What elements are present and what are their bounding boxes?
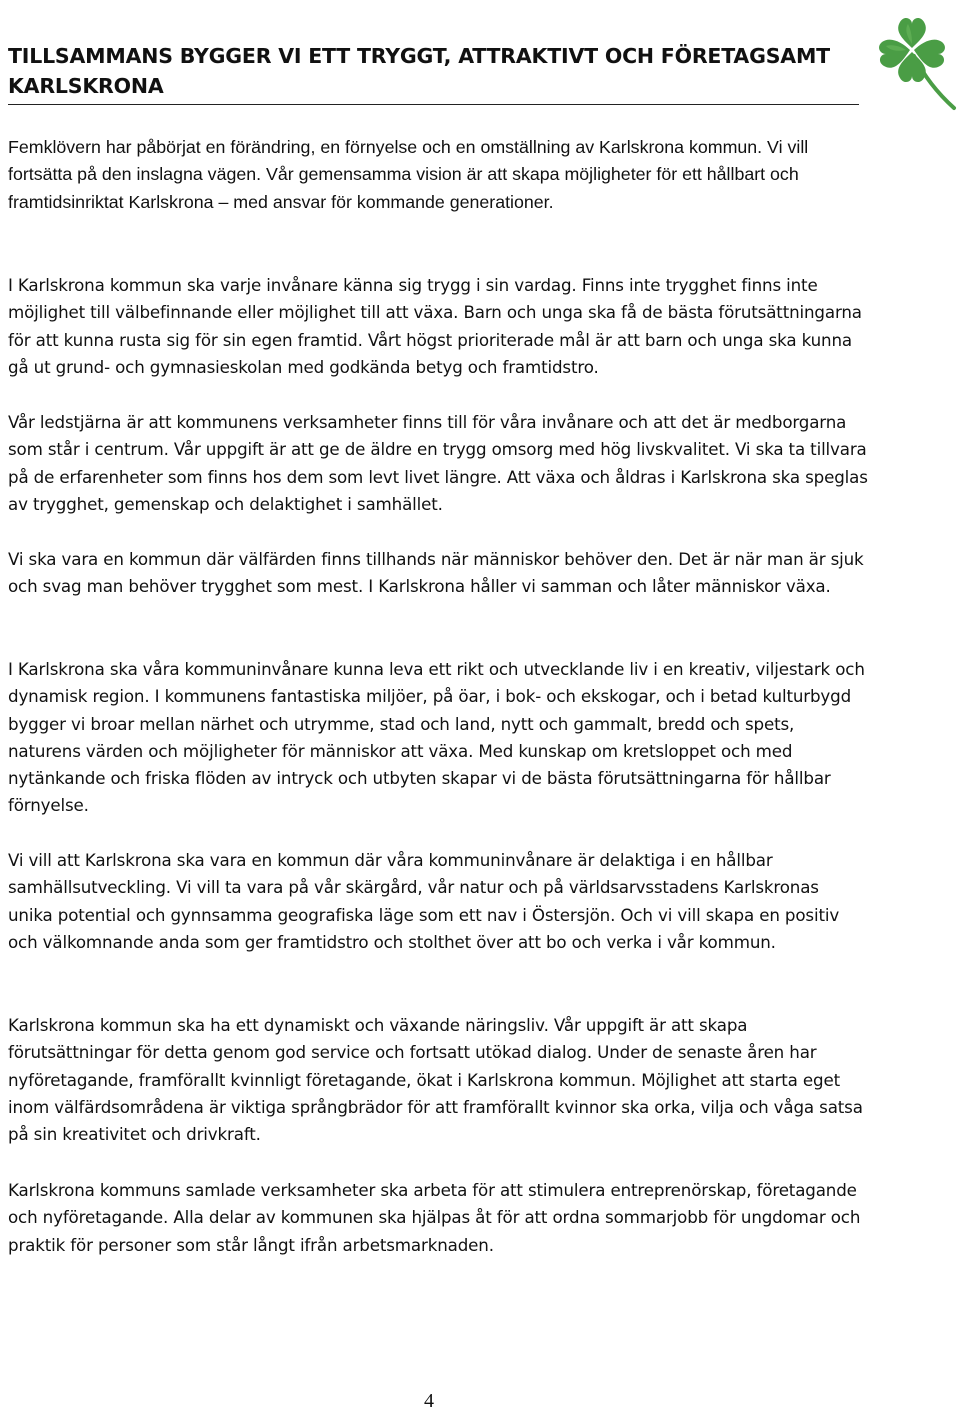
paragraph-welfare: Vi ska vara en kommun där välfärden finns tillhands när människor behöver den. Det är när man är sjuk och svag man behöver trygghet som mest. I Karlskrona håller vi samman och låter människor växa.	[8, 549, 864, 597]
paragraph-entrepreneurship: Karlskrona kommuns samlade verksamheter ska arbeta för att stimulera entreprenörskap, företagande och nyföretagande. Alla delar av kommunen ska hjälpas åt för att ordna sommarjobb för ungdomar och praktik för personer som står långt ifrån arbetsmarknaden.	[8, 1180, 861, 1255]
paragraph-safety: I Karlskrona kommun ska varje invånare känna sig trygg i sin vardag. Finns inte trygghet finns inte möjlighet till välbefinnande eller möjlighet till att växa. Barn och unga ska få de bästa förutsättningarna för att kunna rusta sig för sin egen framtid. Vårt högst prioriterade mål är att barn och unga ska kunna gå ut grund- och gymnasieskolan med godkända betyg och framtidstro.	[8, 275, 862, 377]
paragraph-guiding-star: Vår ledstjärna är att kommunens verksamheter finns till för våra invånare och att det är medborgarna som står i centrum. Vår uppgift är att ge de äldre en trygg omsorg med hög livskvalitet. Vi ska ta tillvara på de erfarenheter som finns hos dem som levt livet längre. Att växa och åldras i Karlskrona ska speglas av trygghet, gemenskap och delaktighet i samhället.	[8, 412, 868, 514]
document-heading: TILLSAMMANS BYGGER VI ETT TRYGGT, ATTRAKTIVT OCH FÖRETAGSAMT KARLSKRONA	[8, 44, 830, 98]
paragraph-region: I Karlskrona ska våra kommuninvånare kunna leva ett rikt och utvecklande liv i en kreativ, viljestark och dynamisk region. I kommunens fantastiska miljöer, på öar, i bok- och ekskogar, och i betad kulturbygd bygger vi broar mellan närhet och utrymme, stad och land, nytt och gammalt, bredd och spets, naturens värden och möjligheter för människor att växa. Med kunskap om kretsloppet och med nytänkande och friska flöden av intryck och utbyten skapar vi de bästa förutsättningarna för hållbar förnyelse.	[8, 659, 865, 816]
paragraph-business: Karlskrona kommun ska ha ett dynamiskt och växande näringsliv. Vår uppgift är att skapa förutsättningar för detta genom god service och fortsatt utökad dialog. Under de senaste åren har nyföretagande, framförallt kvinnligt företagande, ökat i Karlskrona kommun. Möjlighet att starta eget inom välfärdsområdena är viktiga språngbrädor för att framförallt kvinnor ska orka, vilja och våga satsa på sin kreativitet och drivkraft.	[8, 1015, 863, 1145]
paragraph-intro: Femklövern har påbörjat en förändring, en förnyelse och en omställning av Karlskrona kommun. Vi vill fortsätta på den inslagna vägen. Vår gemensamma vision är att skapa möjligheter för ett hållbart och framtidsinriktat Karlskrona – med ansvar för kommande generationer.	[8, 137, 809, 212]
four-leaf-clover-icon	[864, 6, 960, 114]
heading-divider	[8, 104, 859, 105]
page-number: 4	[424, 1390, 434, 1412]
paragraph-participation: Vi vill att Karlskrona ska vara en kommun där våra kommuninvånare är delaktiga i en hållbar samhällsutveckling. Vi vill ta vara på vår skärgård, vår natur och på världsarvsstadens Karlskronas unika potential och gynnsamma geografiska läge som ett nav i Östersjön. Och vi vill skapa en positiv och välkomnande anda som ger framtidstro och stolthet över att bo och verka i vår kommun.	[8, 850, 840, 952]
